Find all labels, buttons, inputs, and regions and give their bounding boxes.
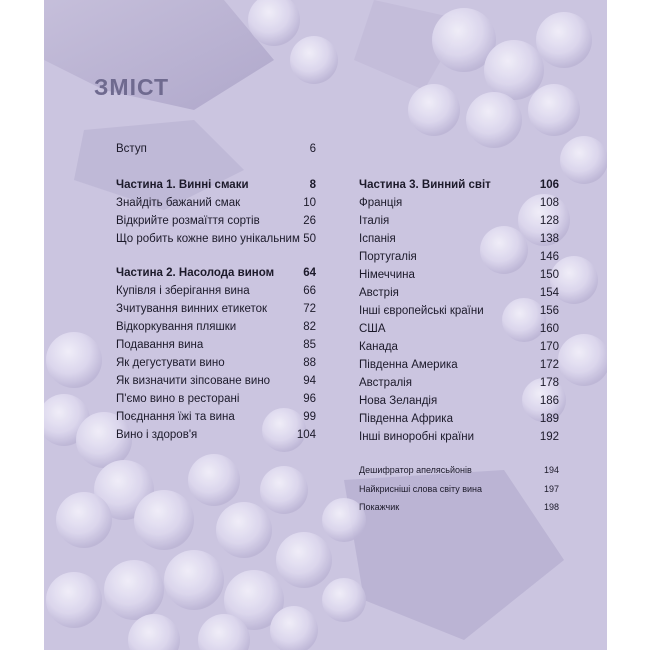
toc-label: Інші виноробні країни <box>359 431 475 443</box>
contents-page <box>44 0 607 650</box>
toc-entry <box>116 194 316 212</box>
toc-appendix-entry <box>359 498 559 516</box>
toc-label: Покажчик <box>359 502 400 512</box>
toc-page: 198 <box>543 502 559 512</box>
toc-label: Частина 2. Насолода вином <box>116 267 275 279</box>
toc-page: 66 <box>303 285 316 297</box>
toc-label: Відкрийте розмаїття сортів <box>116 215 260 227</box>
toc-label: Португалія <box>359 251 417 263</box>
toc-entry <box>359 338 559 356</box>
toc-label: Іспанія <box>359 233 396 245</box>
toc-entry <box>359 302 559 320</box>
toc-page: 108 <box>539 197 559 209</box>
toc-entry <box>359 248 559 266</box>
toc-page: 138 <box>539 233 559 245</box>
toc-appendix-entry <box>359 461 559 479</box>
toc-label: Канада <box>359 341 398 353</box>
toc-page: 106 <box>539 179 559 191</box>
toc-page: 64 <box>303 267 316 279</box>
toc-page: 72 <box>303 303 316 315</box>
toc-page: 160 <box>539 323 559 335</box>
toc-entry <box>359 410 559 428</box>
toc-page: 156 <box>539 305 559 317</box>
toc-entry <box>359 266 559 284</box>
right-column <box>359 176 559 516</box>
toc-page: 150 <box>539 269 559 281</box>
toc-part-3 <box>359 176 559 194</box>
toc-label: США <box>359 323 386 335</box>
toc-label: Інші європейські країни <box>359 305 484 317</box>
toc-entry <box>359 212 559 230</box>
toc-entry <box>116 354 316 372</box>
toc-label: Частина 1. Винні смаки <box>116 179 249 191</box>
toc-page: 197 <box>543 484 559 494</box>
toc-label: Вступ <box>116 143 147 155</box>
toc-entry <box>359 230 559 248</box>
page-title: ЗМІСТ <box>94 74 170 100</box>
toc-entry <box>116 336 316 354</box>
toc-label: П'ємо вино в ресторані <box>116 393 240 405</box>
toc-entry <box>359 194 559 212</box>
toc-label: Як визначити зіпсоване вино <box>116 375 271 387</box>
toc-entry <box>116 390 316 408</box>
toc-label: Що робить кожне вино унікальним <box>116 233 300 245</box>
toc-page: 10 <box>303 197 316 209</box>
toc-page: 99 <box>303 411 316 423</box>
toc-page: 85 <box>303 339 316 351</box>
toc-entry <box>116 372 316 390</box>
toc-page: 154 <box>539 287 559 299</box>
toc-page: 82 <box>303 321 316 333</box>
toc-page: 8 <box>309 179 316 191</box>
toc-entry <box>359 392 559 410</box>
toc-label: Нова Зеландія <box>359 395 438 407</box>
toc-page: 194 <box>543 465 559 475</box>
toc-label: Поєднання їжі та вина <box>116 411 235 423</box>
toc-page: 170 <box>539 341 559 353</box>
toc-entry <box>116 282 316 300</box>
toc-label: Австралія <box>359 377 412 389</box>
toc-entry <box>359 428 559 446</box>
toc-page: 178 <box>539 377 559 389</box>
toc-label: Австрія <box>359 287 399 299</box>
toc-entry <box>116 230 316 248</box>
toc-label: Найкрисніші слова світу вина <box>359 484 483 494</box>
toc-page: 26 <box>303 215 316 227</box>
toc-label: Південна Африка <box>359 413 453 425</box>
toc-label: Дешифратор апелясьйонів <box>359 465 472 475</box>
toc-label: Південна Америка <box>359 359 458 371</box>
toc-label: Частина 3. Винний світ <box>359 179 491 191</box>
toc-entry <box>359 356 559 374</box>
toc-page: 128 <box>539 215 559 227</box>
toc-page: 6 <box>309 143 316 155</box>
toc-label: Купівля і зберігання вина <box>116 285 250 297</box>
toc-page: 186 <box>539 395 559 407</box>
toc-entry <box>359 320 559 338</box>
toc-entry <box>116 318 316 336</box>
toc-label: Італія <box>359 215 390 227</box>
toc-page: 192 <box>539 431 559 443</box>
toc-label: Знайдіть бажаний смак <box>116 197 241 209</box>
toc-page: 104 <box>296 429 316 441</box>
toc-entry <box>116 426 316 444</box>
toc-entry <box>116 408 316 426</box>
left-column <box>116 140 316 460</box>
toc-entry <box>116 300 316 318</box>
toc-label: Зчитування винних етикеток <box>116 303 268 315</box>
toc-part-1 <box>116 176 316 194</box>
toc-label: Відкоркування пляшки <box>116 321 237 333</box>
toc-label: Німеччина <box>359 269 415 281</box>
toc-label: Франція <box>359 197 403 209</box>
toc-page: 88 <box>303 357 316 369</box>
toc-page: 189 <box>539 413 559 425</box>
toc-label: Подавання вина <box>116 339 204 351</box>
toc-entry <box>116 212 316 230</box>
toc-page: 50 <box>303 233 316 245</box>
toc-page: 96 <box>303 393 316 405</box>
toc-page: 172 <box>539 359 559 371</box>
toc-entry <box>359 284 559 302</box>
toc-label: Вино і здоров'я <box>116 429 198 441</box>
toc-entry-intro <box>116 140 316 158</box>
toc-page: 146 <box>539 251 559 263</box>
toc-label: Як дегустувати вино <box>116 357 225 369</box>
toc-entry <box>359 374 559 392</box>
toc-appendix-entry <box>359 480 559 498</box>
toc-page: 94 <box>303 375 316 387</box>
toc-part-2 <box>116 264 316 282</box>
